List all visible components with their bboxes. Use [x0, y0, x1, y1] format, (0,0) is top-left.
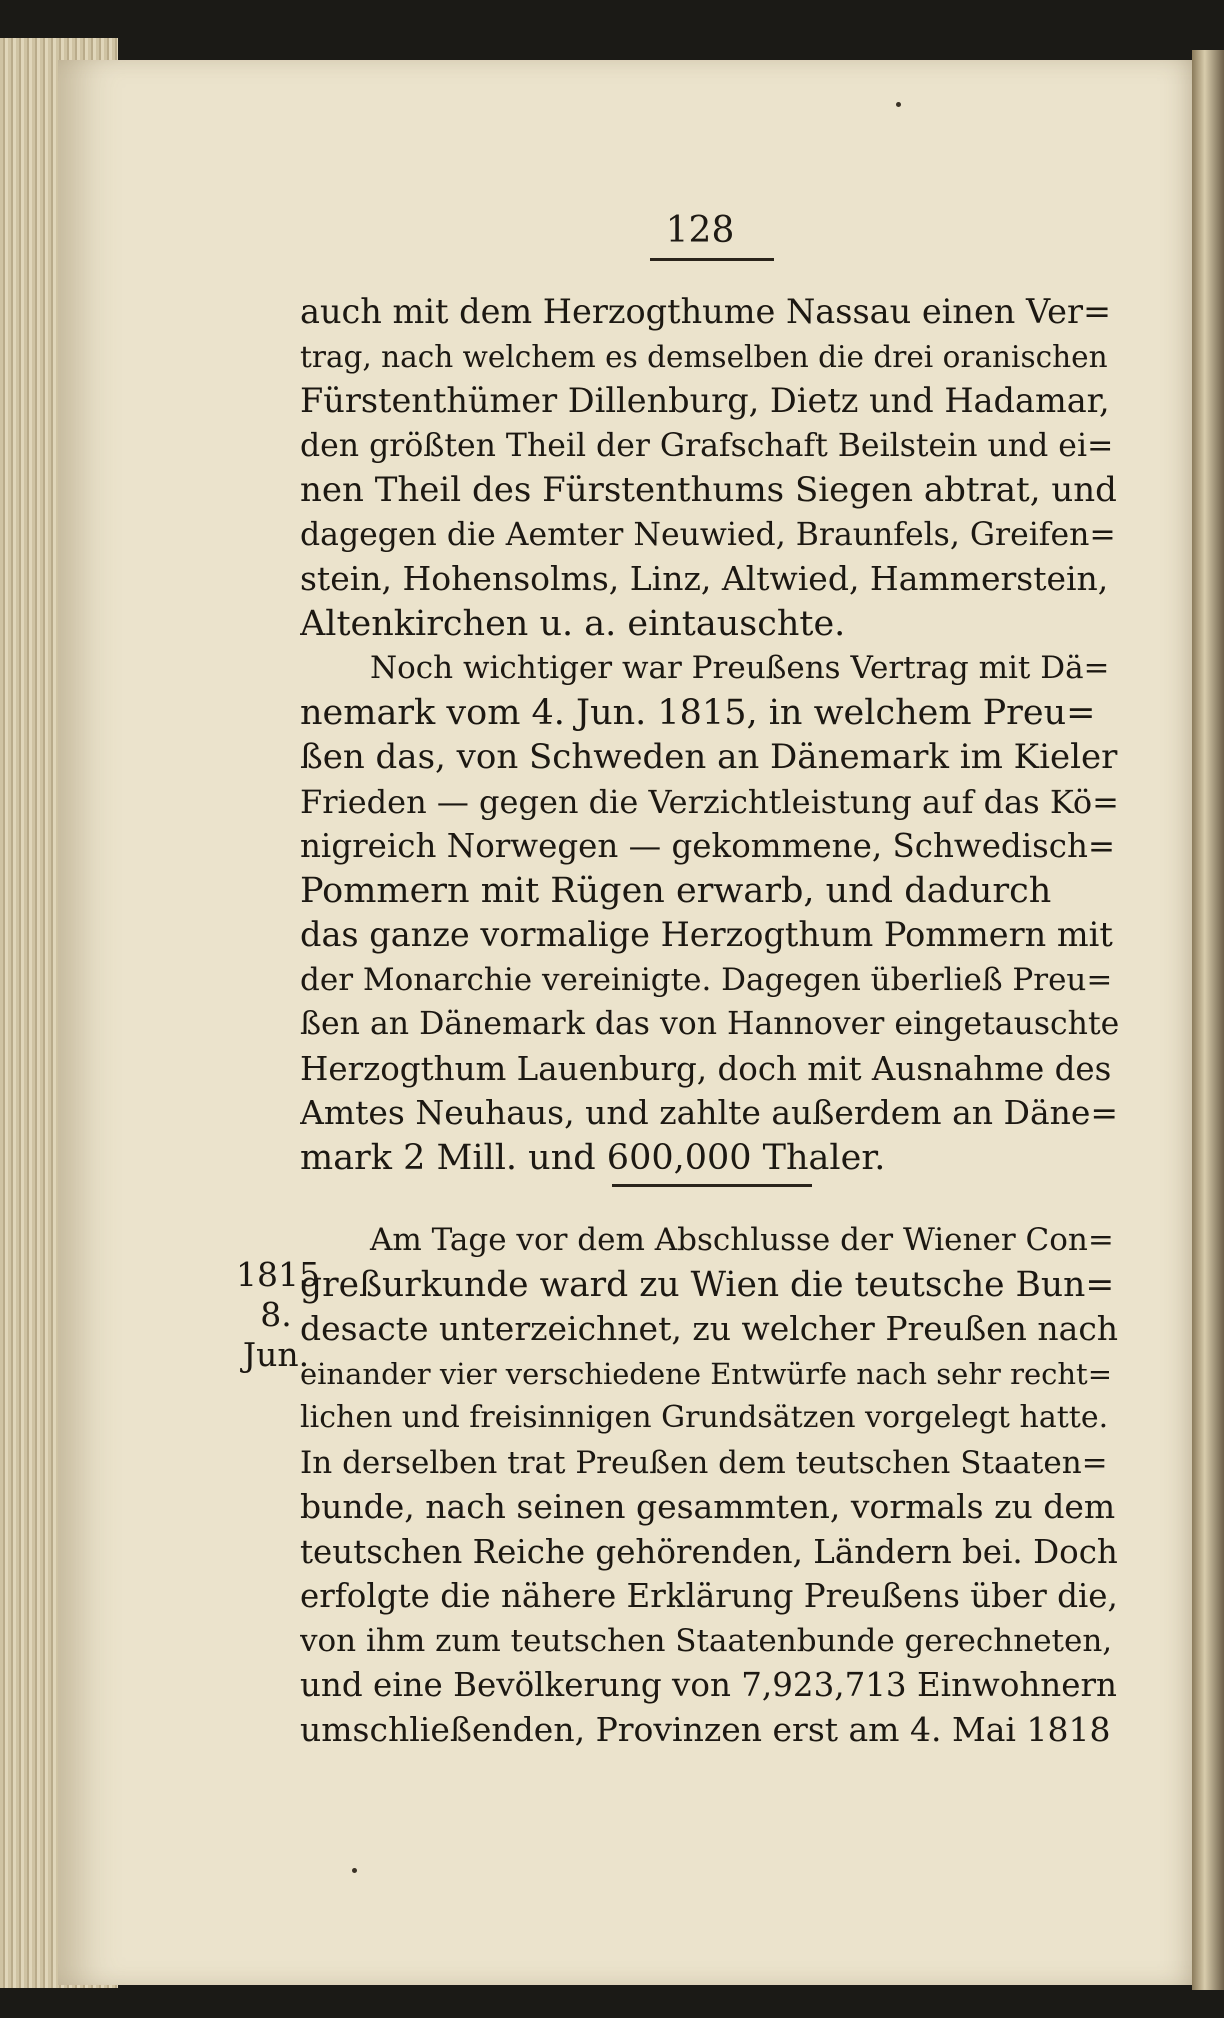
- page-number: 128: [665, 210, 735, 251]
- margin-year: 1815: [236, 1255, 320, 1294]
- text-line: umschließenden, Provinzen erst am 4. Mai 1818: [300, 1709, 1111, 1749]
- paragraph-1: [300, 290, 1120, 1180]
- text-line: den größten Theil der Grafschaft Beilstein und ei=: [300, 427, 1114, 464]
- text-line: ßen an Dänemark das von Hannover eingetauschte: [300, 1006, 1120, 1042]
- text-line: von ihm zum teutschen Staatenbunde gerechneten,: [300, 1622, 1113, 1659]
- text-line: desacte unterzeichnet, zu welcher Preußen nach: [300, 1309, 1119, 1348]
- text-line: einander vier verschiedene Entwürfe nach sehr recht=: [300, 1356, 1112, 1391]
- text-line: greßurkunde ward zu Wien die teutsche Bun=: [300, 1264, 1115, 1305]
- text-line: Fürstenthümer Dillenburg, Dietz und Hadamar,: [300, 381, 1110, 420]
- header-rule: [650, 258, 774, 261]
- text-line: nigreich Norwegen — gekommene, Schwedisch=: [300, 827, 1116, 865]
- paper-speck: [896, 102, 901, 107]
- text-line: Am Tage vor dem Abschlusse der Wiener Con=: [370, 1222, 1114, 1258]
- text-line: bunde, nach seinen gesammten, vormals zu dem: [300, 1487, 1116, 1526]
- text-line: lichen und freisinnigen Grundsätzen vorgelegt hatte.: [300, 1400, 1109, 1435]
- text-line: auch mit dem Herzogthume Nassau einen Ver=: [300, 292, 1112, 331]
- text-line: und eine Bevölkerung von 7,923,713 Einwohnern: [300, 1666, 1117, 1704]
- text-line: der Monarchie vereinigte. Dagegen überließ Preu=: [300, 961, 1113, 998]
- text-line: dagegen die Aemter Neuwied, Braunfels, Greifen=: [300, 516, 1116, 553]
- text-line: Herzogthum Lauenburg, doch mit Ausnahme des: [300, 1049, 1112, 1088]
- text-line: In derselben trat Preußen dem teutschen Staaten=: [300, 1444, 1108, 1481]
- text-line: mark 2 Mill. und 600,000 Thaler.: [300, 1137, 886, 1178]
- text-line: nen Theil des Fürstenthums Siegen abtrat, und: [300, 470, 1117, 510]
- text-line: Amtes Neuhaus, und zahlte außerdem an Däne=: [300, 1093, 1119, 1132]
- text-line: teutschen Reiche gehörenden, Ländern bei. Doch: [300, 1532, 1118, 1571]
- text-line: erfolgte die nähere Erklärung Preußens über die,: [300, 1577, 1118, 1615]
- text-line: Frieden — gegen die Verzichtleistung auf das Kö=: [300, 782, 1119, 821]
- text-line: Pommern mit Rügen erwarb, und dadurch: [300, 870, 1052, 911]
- margin-day: 8.: [260, 1295, 292, 1334]
- section-divider: [612, 1184, 812, 1187]
- text-line: stein, Hohensolms, Linz, Altwied, Hammerstein,: [300, 559, 1109, 598]
- paragraph-2: [300, 1218, 1120, 1752]
- text-line: nemark vom 4. Jun. 1815, in welchem Preu=: [300, 692, 1096, 733]
- margin-month: Jun.: [242, 1335, 310, 1374]
- text-line: das ganze vormalige Herzogthum Pommern mit: [300, 915, 1113, 954]
- paper-speck: [352, 1868, 357, 1873]
- text-line: Noch wichtiger war Preußens Vertrag mit Dä=: [370, 650, 1110, 686]
- text-line: trag, nach welchem es demselben die drei oranischen: [300, 339, 1108, 374]
- text-line: Altenkirchen u. a. eintauschte.: [300, 603, 846, 644]
- page-right-edge: [1192, 50, 1224, 1990]
- text-line: ßen das, von Schweden an Dänemark im Kieler: [300, 737, 1118, 777]
